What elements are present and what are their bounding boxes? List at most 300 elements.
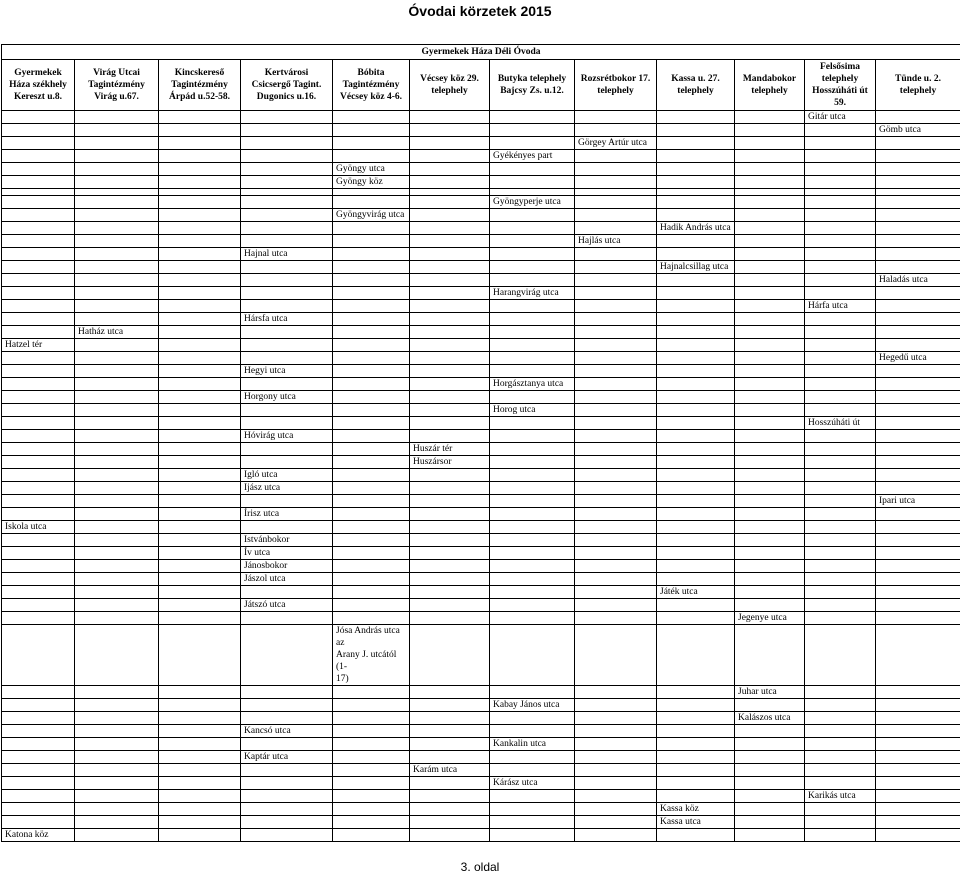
empty-cell (410, 137, 490, 150)
empty-cell (490, 124, 575, 137)
empty-cell (75, 176, 159, 189)
empty-cell (241, 686, 333, 699)
empty-cell (333, 751, 410, 764)
empty-cell (657, 274, 735, 287)
street-cell: Írisz utca (241, 508, 333, 521)
empty-cell (241, 790, 333, 803)
empty-cell (575, 124, 657, 137)
empty-cell (75, 790, 159, 803)
empty-cell (876, 560, 960, 573)
column-header: Kassa u. 27. telephely (657, 60, 735, 111)
street-cell: Hársfa utca (241, 313, 333, 326)
street-cell: Hatzel tér (2, 339, 75, 352)
table-row (2, 137, 960, 150)
empty-cell (575, 816, 657, 829)
empty-cell (805, 625, 876, 686)
empty-cell (657, 560, 735, 573)
column-header: Rozsrétbokor 17. telephely (575, 60, 657, 111)
street-cell: Huszár tér (410, 443, 490, 456)
empty-cell (241, 378, 333, 391)
empty-cell (333, 829, 410, 842)
empty-cell (333, 712, 410, 725)
empty-cell (657, 521, 735, 534)
empty-cell (410, 111, 490, 124)
empty-cell (333, 725, 410, 738)
empty-cell (2, 573, 75, 586)
empty-cell (575, 274, 657, 287)
empty-cell (75, 313, 159, 326)
empty-cell (490, 176, 575, 189)
empty-cell (575, 404, 657, 417)
empty-cell (876, 686, 960, 699)
street-cell: Kaptár utca (241, 751, 333, 764)
page-title: Óvodai körzetek 2015 (408, 3, 552, 19)
empty-cell (735, 482, 805, 495)
street-cell: Kalászos utca (735, 712, 805, 725)
empty-cell (575, 686, 657, 699)
empty-cell (333, 417, 410, 430)
empty-cell (876, 313, 960, 326)
empty-cell (75, 738, 159, 751)
empty-cell (2, 404, 75, 417)
table-row (2, 508, 960, 521)
empty-cell (333, 196, 410, 209)
empty-cell (75, 599, 159, 612)
empty-cell (805, 339, 876, 352)
empty-cell (575, 163, 657, 176)
empty-cell (159, 456, 241, 469)
column-header: Tünde u. 2. telephely (876, 60, 960, 111)
empty-cell (333, 803, 410, 816)
street-cell: Hegedű utca (876, 352, 960, 365)
empty-cell (75, 404, 159, 417)
empty-cell (490, 222, 575, 235)
street-cell: Ipari utca (876, 495, 960, 508)
empty-cell (657, 111, 735, 124)
empty-cell (876, 339, 960, 352)
empty-cell (657, 176, 735, 189)
empty-cell (876, 300, 960, 313)
street-cell: Hajnalcsillag utca (657, 261, 735, 274)
empty-cell (490, 274, 575, 287)
empty-cell (735, 508, 805, 521)
empty-cell (333, 150, 410, 163)
empty-cell (75, 803, 159, 816)
empty-cell (490, 137, 575, 150)
empty-cell (159, 625, 241, 686)
empty-cell (490, 521, 575, 534)
empty-cell (575, 534, 657, 547)
empty-cell (333, 586, 410, 599)
empty-cell (657, 404, 735, 417)
empty-cell (876, 751, 960, 764)
table-row (2, 560, 960, 573)
empty-cell (575, 751, 657, 764)
table-row (2, 586, 960, 599)
empty-cell (575, 176, 657, 189)
empty-cell (490, 443, 575, 456)
empty-cell (159, 816, 241, 829)
empty-cell (805, 495, 876, 508)
table-row (2, 313, 960, 326)
empty-cell (876, 196, 960, 209)
empty-cell (2, 209, 75, 222)
empty-cell (490, 417, 575, 430)
empty-cell (876, 248, 960, 261)
empty-cell (2, 150, 75, 163)
empty-cell (735, 313, 805, 326)
empty-cell (490, 261, 575, 274)
empty-cell (490, 313, 575, 326)
empty-cell (735, 274, 805, 287)
table-row (2, 699, 960, 712)
empty-cell (159, 534, 241, 547)
column-header: Felsősima telephely Hosszúháti út 59. (805, 60, 876, 111)
empty-cell (876, 189, 960, 196)
empty-cell (159, 443, 241, 456)
empty-cell (490, 111, 575, 124)
table-row (2, 391, 960, 404)
empty-cell (159, 469, 241, 482)
empty-cell (805, 599, 876, 612)
empty-cell (805, 222, 876, 235)
empty-cell (159, 725, 241, 738)
table-row (2, 777, 960, 790)
empty-cell (575, 599, 657, 612)
empty-cell (333, 137, 410, 150)
empty-cell (805, 534, 876, 547)
empty-cell (410, 738, 490, 751)
empty-cell (75, 443, 159, 456)
empty-cell (575, 790, 657, 803)
empty-cell (876, 326, 960, 339)
empty-cell (75, 287, 159, 300)
empty-cell (490, 547, 575, 560)
empty-cell (75, 712, 159, 725)
empty-cell (657, 137, 735, 150)
empty-cell (410, 261, 490, 274)
empty-cell (657, 365, 735, 378)
empty-cell (657, 248, 735, 261)
empty-cell (735, 738, 805, 751)
street-cell: Kassa köz (657, 803, 735, 816)
empty-cell (241, 287, 333, 300)
empty-cell (876, 508, 960, 521)
header-row (2, 60, 960, 111)
empty-cell (2, 352, 75, 365)
empty-cell (575, 352, 657, 365)
empty-cell (490, 508, 575, 521)
empty-cell (159, 248, 241, 261)
column-header: Kertvárosi Csicsergő Tagint. Dugonics u.16. (241, 60, 333, 111)
empty-cell (241, 235, 333, 248)
empty-cell (490, 339, 575, 352)
empty-cell (735, 456, 805, 469)
empty-cell (2, 274, 75, 287)
empty-cell (575, 725, 657, 738)
empty-cell (657, 764, 735, 777)
empty-cell (410, 417, 490, 430)
empty-cell (805, 365, 876, 378)
empty-cell (735, 443, 805, 456)
empty-cell (805, 816, 876, 829)
empty-cell (410, 287, 490, 300)
empty-cell (490, 365, 575, 378)
empty-cell (657, 300, 735, 313)
empty-cell (159, 482, 241, 495)
empty-cell (657, 209, 735, 222)
street-cell: Hatház utca (75, 326, 159, 339)
empty-cell (735, 124, 805, 137)
table-row (2, 495, 960, 508)
empty-cell (159, 751, 241, 764)
empty-cell (241, 352, 333, 365)
empty-cell (159, 612, 241, 625)
empty-cell (735, 725, 805, 738)
empty-cell (490, 248, 575, 261)
empty-cell (159, 287, 241, 300)
empty-cell (735, 391, 805, 404)
empty-cell (735, 547, 805, 560)
empty-cell (410, 378, 490, 391)
street-cell: Kárász utca (490, 777, 575, 790)
empty-cell (75, 573, 159, 586)
empty-cell (735, 339, 805, 352)
empty-cell (410, 469, 490, 482)
empty-cell (805, 573, 876, 586)
empty-cell (657, 417, 735, 430)
empty-cell (159, 300, 241, 313)
empty-cell (657, 495, 735, 508)
empty-cell (410, 816, 490, 829)
empty-cell (410, 339, 490, 352)
empty-cell (75, 777, 159, 790)
empty-cell (575, 803, 657, 816)
empty-cell (735, 261, 805, 274)
empty-cell (575, 508, 657, 521)
empty-cell (75, 495, 159, 508)
table-row (2, 352, 960, 365)
empty-cell (241, 222, 333, 235)
table-row (2, 456, 960, 469)
empty-cell (159, 712, 241, 725)
empty-cell (876, 764, 960, 777)
empty-cell (241, 764, 333, 777)
empty-cell (241, 137, 333, 150)
empty-cell (2, 560, 75, 573)
empty-cell (241, 612, 333, 625)
empty-cell (241, 777, 333, 790)
empty-cell (490, 725, 575, 738)
empty-cell (75, 391, 159, 404)
empty-cell (876, 456, 960, 469)
empty-cell (2, 196, 75, 209)
table-row (2, 248, 960, 261)
empty-cell (735, 751, 805, 764)
empty-cell (2, 469, 75, 482)
empty-cell (805, 712, 876, 725)
empty-cell (75, 816, 159, 829)
empty-cell (876, 586, 960, 599)
table-row (2, 124, 960, 137)
empty-cell (410, 404, 490, 417)
empty-cell (657, 534, 735, 547)
table-row (2, 482, 960, 495)
empty-cell (333, 599, 410, 612)
empty-cell (657, 189, 735, 196)
street-cell: Katona köz (2, 829, 75, 842)
table-row (2, 521, 960, 534)
empty-cell (333, 430, 410, 443)
empty-cell (575, 586, 657, 599)
empty-cell (333, 391, 410, 404)
empty-cell (410, 547, 490, 560)
street-cell: Játék utca (657, 586, 735, 599)
empty-cell (575, 612, 657, 625)
street-cell: Kankalin utca (490, 738, 575, 751)
empty-cell (75, 751, 159, 764)
empty-cell (876, 725, 960, 738)
empty-cell (805, 235, 876, 248)
empty-cell (876, 816, 960, 829)
empty-cell (333, 508, 410, 521)
empty-cell (575, 777, 657, 790)
empty-cell (159, 150, 241, 163)
empty-cell (159, 222, 241, 235)
empty-cell (490, 495, 575, 508)
empty-cell (241, 261, 333, 274)
street-cell: Hajlás utca (575, 235, 657, 248)
empty-cell (490, 790, 575, 803)
empty-cell (805, 378, 876, 391)
column-header: Kincskereső Tagintézmény Árpád u.52-58. (159, 60, 241, 111)
empty-cell (735, 176, 805, 189)
empty-cell (159, 573, 241, 586)
table-row (2, 150, 960, 163)
empty-cell (805, 404, 876, 417)
empty-cell (490, 300, 575, 313)
street-cell: Gyöngy köz (333, 176, 410, 189)
empty-cell (657, 508, 735, 521)
empty-cell (2, 777, 75, 790)
empty-cell (735, 378, 805, 391)
empty-cell (575, 339, 657, 352)
empty-cell (75, 339, 159, 352)
empty-cell (410, 625, 490, 686)
empty-cell (805, 803, 876, 816)
table-row (2, 751, 960, 764)
empty-cell (490, 816, 575, 829)
table-row (2, 274, 960, 287)
empty-cell (876, 176, 960, 189)
table-row (2, 816, 960, 829)
empty-cell (159, 686, 241, 699)
street-cell: Hajnal utca (241, 248, 333, 261)
empty-cell (333, 352, 410, 365)
empty-cell (657, 235, 735, 248)
street-cell: Istvánbokor (241, 534, 333, 547)
empty-cell (575, 300, 657, 313)
empty-cell (410, 612, 490, 625)
empty-cell (490, 599, 575, 612)
empty-cell (876, 829, 960, 842)
empty-cell (490, 829, 575, 842)
street-cell: Horgásztanya utca (490, 378, 575, 391)
table-row (2, 625, 960, 686)
empty-cell (2, 326, 75, 339)
empty-cell (657, 339, 735, 352)
street-cell: Hegyi utca (241, 365, 333, 378)
empty-cell (575, 482, 657, 495)
empty-cell (2, 725, 75, 738)
empty-cell (735, 209, 805, 222)
empty-cell (2, 287, 75, 300)
empty-cell (876, 137, 960, 150)
empty-cell (575, 456, 657, 469)
empty-cell (75, 248, 159, 261)
empty-cell (2, 313, 75, 326)
street-cell: Gyékényes part (490, 150, 575, 163)
table-row (2, 803, 960, 816)
empty-cell (2, 534, 75, 547)
empty-cell (333, 573, 410, 586)
empty-cell (657, 391, 735, 404)
empty-cell (159, 391, 241, 404)
empty-cell (75, 137, 159, 150)
empty-cell (75, 417, 159, 430)
empty-cell (575, 326, 657, 339)
empty-cell (410, 176, 490, 189)
empty-cell (735, 150, 805, 163)
empty-cell (735, 495, 805, 508)
empty-cell (159, 764, 241, 777)
empty-cell (876, 391, 960, 404)
empty-cell (657, 163, 735, 176)
empty-cell (333, 365, 410, 378)
empty-cell (2, 751, 75, 764)
empty-cell (75, 209, 159, 222)
group-header: Gyermekek Háza Déli Óvoda (2, 45, 960, 60)
empty-cell (575, 495, 657, 508)
empty-cell (2, 391, 75, 404)
empty-cell (735, 222, 805, 235)
table-row (2, 738, 960, 751)
empty-cell (2, 137, 75, 150)
empty-cell (75, 235, 159, 248)
empty-cell (657, 326, 735, 339)
empty-cell (333, 235, 410, 248)
empty-cell (876, 404, 960, 417)
empty-cell (2, 803, 75, 816)
empty-cell (333, 404, 410, 417)
empty-cell (410, 300, 490, 313)
empty-cell (159, 124, 241, 137)
empty-cell (241, 163, 333, 176)
empty-cell (333, 560, 410, 573)
empty-cell (159, 430, 241, 443)
empty-cell (805, 469, 876, 482)
empty-cell (241, 521, 333, 534)
empty-cell (876, 482, 960, 495)
empty-cell (575, 222, 657, 235)
empty-cell (657, 287, 735, 300)
empty-cell (333, 443, 410, 456)
empty-cell (657, 150, 735, 163)
empty-cell (805, 391, 876, 404)
empty-cell (241, 124, 333, 137)
empty-cell (2, 124, 75, 137)
empty-cell (575, 365, 657, 378)
